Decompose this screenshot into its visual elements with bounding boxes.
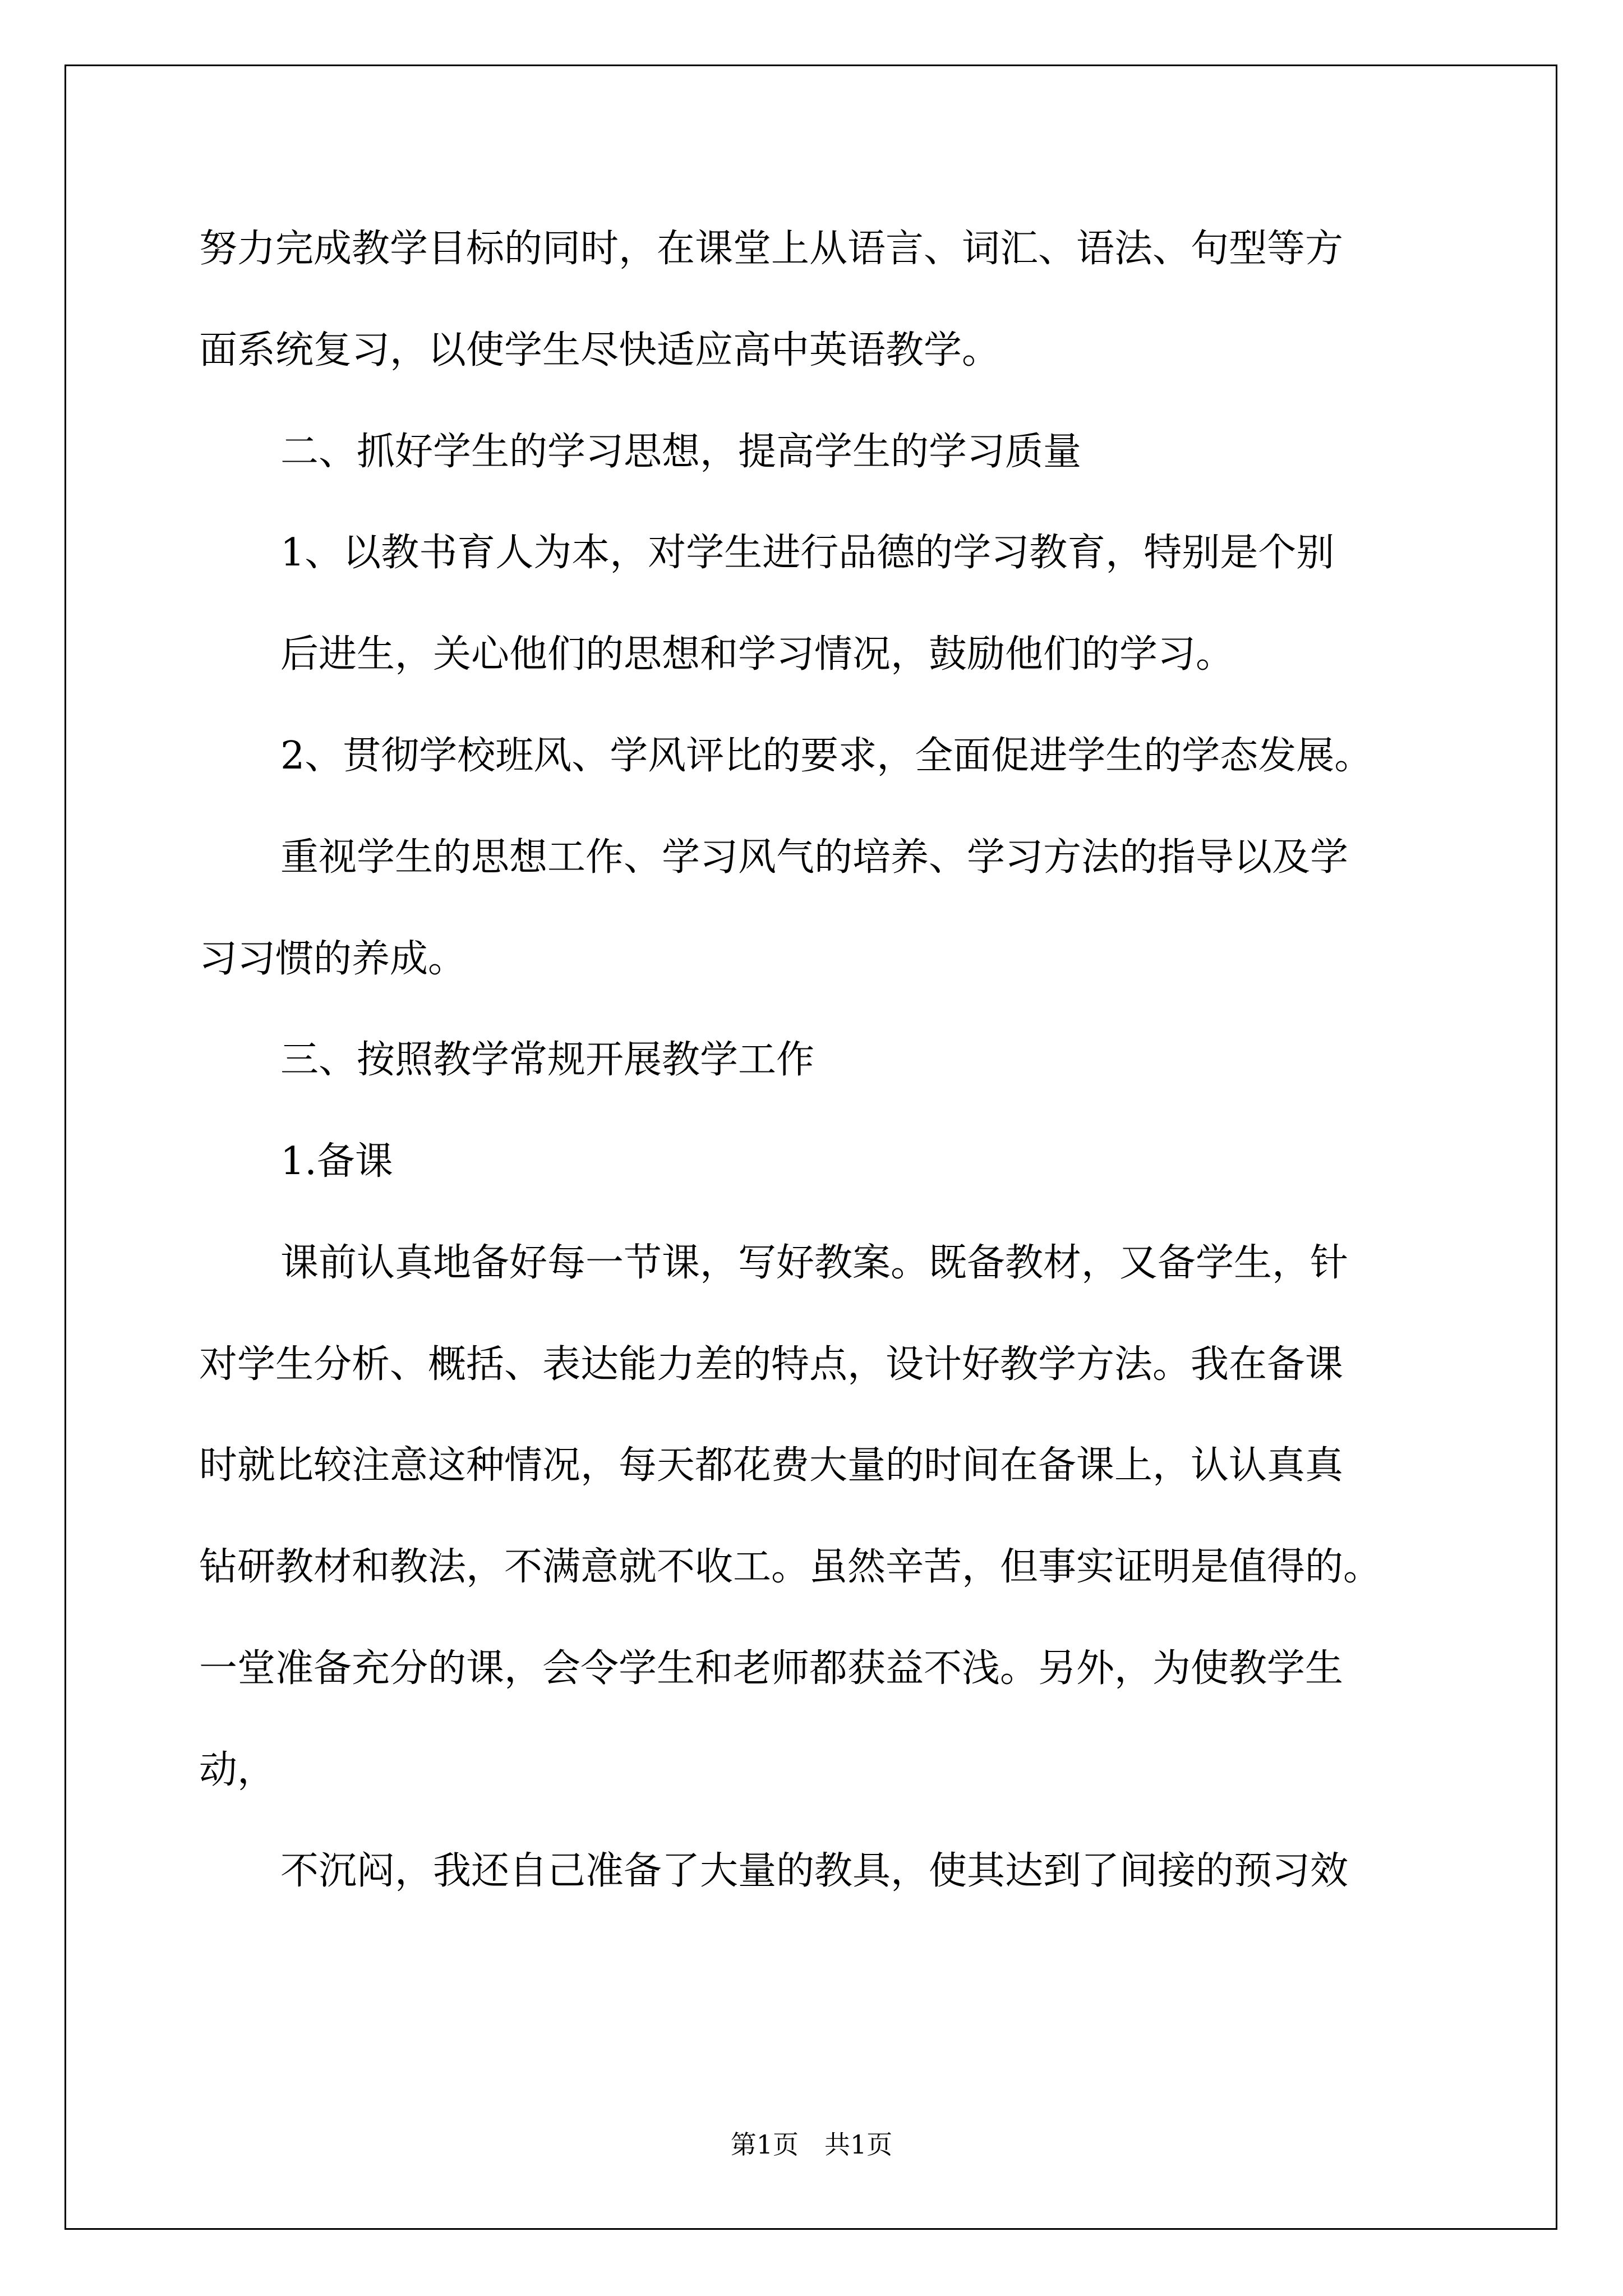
- text-line-16: 动，: [199, 1748, 276, 1792]
- text-line-1: 努力完成教学目标的同时，在课堂上从语言、词汇、语法、句型等方: [199, 227, 1344, 271]
- text-line-2: 面系统复习，以使学生尽快适应高中英语教学。: [199, 328, 1000, 372]
- section-heading-3: 三、按照教学常规开展教学工作: [280, 1038, 815, 1082]
- text-line-14: 钻研教材和教法，不满意就不收工。虽然辛苦，但事实证明是值得的。: [199, 1545, 1382, 1589]
- page-footer: 第1页 共1页: [730, 2129, 893, 2160]
- subsection-heading: 1.备课: [280, 1139, 393, 1184]
- text-line-7: 重视学生的思想工作、学习风气的培养、学习方法的指导以及学: [280, 835, 1349, 880]
- text-line-11: 课前认真地备好每一节课，写好教案。既备教材，又备学生，针: [280, 1241, 1349, 1285]
- section-heading-2: 二、抓好学生的学习思想，提高学生的学习质量: [280, 430, 1082, 474]
- text-line-15: 一堂准备充分的课，会令学生和老师都获益不浅。另外，为使教学生: [199, 1646, 1344, 1691]
- text-line-4: 1、以教书育人为本，对学生进行品德的学习教育，特别是个别: [280, 531, 1335, 575]
- text-line-17: 不沉闷，我还自己准备了大量的教具，使其达到了间接的预习效: [280, 1849, 1349, 1893]
- text-line-13: 时就比较注意这种情况，每天都花费大量的时间在备课上，认认真真: [199, 1443, 1344, 1488]
- text-line-8: 习习惯的养成。: [199, 937, 467, 981]
- text-line-5: 后进生，关心他们的思想和学习情况，鼓励他们的学习。: [280, 632, 1234, 677]
- text-line-12: 对学生分析、概括、表达能力差的特点，设计好教学方法。我在备课: [199, 1342, 1344, 1387]
- text-line-6: 2、贯彻学校班风、学风评比的要求，全面促进学生的学态发展。: [280, 734, 1373, 778]
